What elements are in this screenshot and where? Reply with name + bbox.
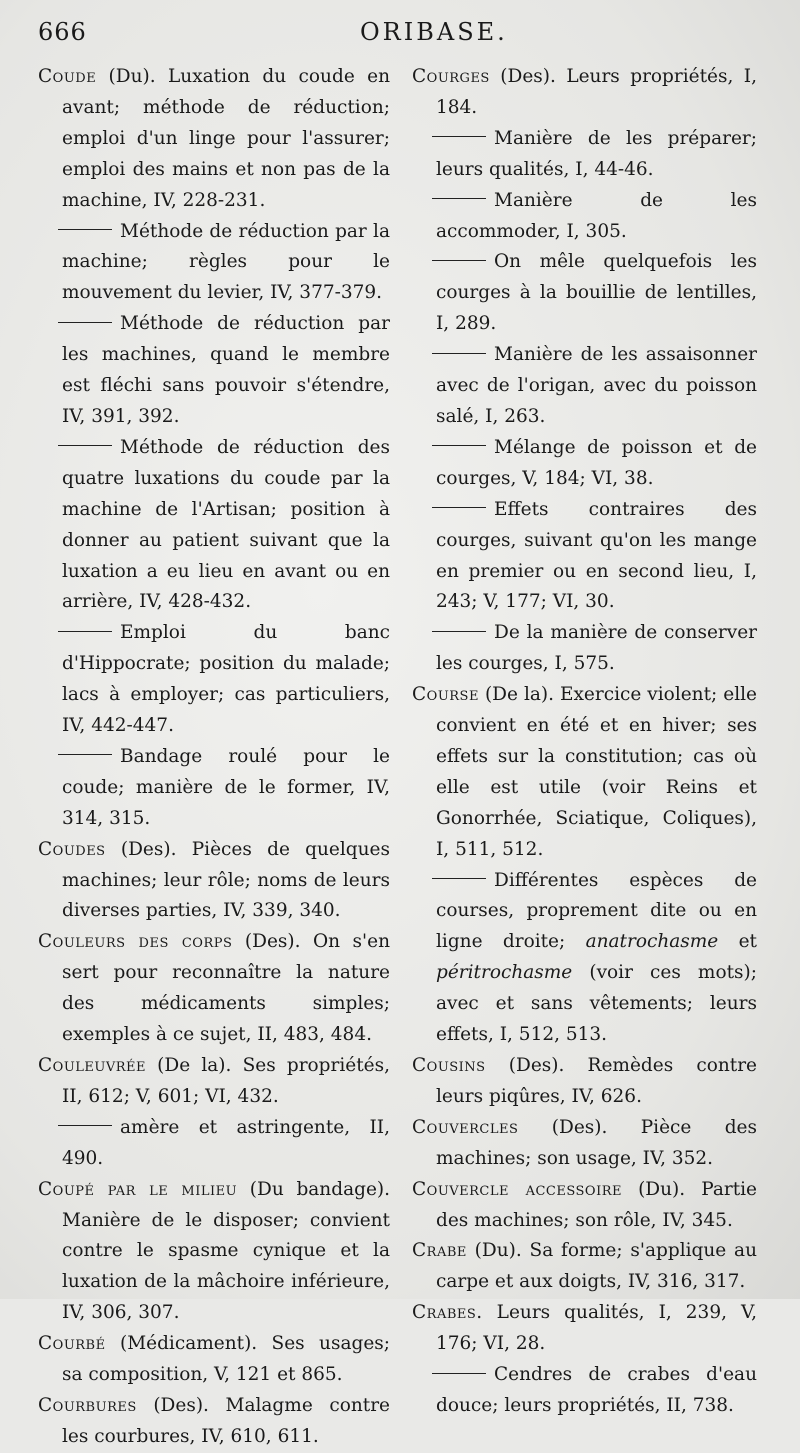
entry-text: Manière de les accommoder, I, 305. (436, 189, 757, 242)
index-entry (38, 742, 390, 835)
entry-text: Manière de les assaisonner avec de l'origan, avec du poisson salé, I, 263. (436, 344, 757, 427)
entry-headword: Courbures (38, 1394, 137, 1416)
entry-text: (Des). Remèdes contre leurs piqûres, IV, 626. (436, 1055, 757, 1107)
index-entry (38, 217, 390, 310)
right-column (412, 62, 757, 1422)
entry-text: (Du). Sa forme; s'applique au carpe et aux doigts, IV, 316, 317. (436, 1240, 757, 1293)
entry-headword: Coude (38, 66, 97, 87)
entry-headword: Cousins (412, 1055, 486, 1076)
ditto-dash (432, 260, 486, 261)
entry-headword: Couvercles (412, 1116, 519, 1138)
index-entry (412, 433, 757, 495)
entry-text: (De la). Ses propriétés, II, 612; V, 601; VI, 432. (62, 1055, 390, 1107)
index-entry (412, 62, 757, 124)
entry-text: (Du). Luxation du coude en avant; méthode de réduction; emploi d'un linge pour l'assurer; emploi des mains et non pas de la machine, IV, 228-231. (62, 66, 390, 211)
ditto-dash (58, 445, 112, 446)
index-entry (412, 340, 757, 433)
entry-headword: Coudes (38, 838, 106, 860)
ditto-dash (58, 631, 112, 632)
entry-text: (Des). Leurs propriétés, I, 184. (436, 66, 757, 118)
ditto-dash (58, 322, 112, 323)
index-entry (412, 495, 757, 619)
entry-headword: Courbé (38, 1333, 106, 1355)
entry-text: Méthode de réduction des quatre luxations du coude par la machine de l'Artisan; position à donner au patient suivant que la luxation a eu lieu en avant ou en arrière, IV, 428-432. (62, 436, 390, 613)
entry-text: Cendres de crabes d'eau douce; leurs propriétés, II, 738. (436, 1364, 757, 1416)
index-entry (412, 186, 757, 248)
index-entry (412, 1236, 757, 1298)
entry-headword: Courges (412, 66, 490, 87)
index-entry (412, 1113, 757, 1175)
running-title: ORIBASE. (360, 18, 508, 46)
ditto-dash (432, 136, 486, 137)
ditto-dash (432, 507, 486, 508)
entry-headword: Couleurs des corps (38, 931, 233, 953)
index-entry (412, 1298, 757, 1360)
index-entry (412, 680, 757, 865)
index-entry (38, 927, 390, 1051)
ditto-dash (432, 198, 486, 199)
ditto-dash (432, 631, 486, 632)
entry-text: (Du bandage). Manière de le disposer; convient contre le spasme cynique et la luxation de la mâchoire inférieure, IV, 306, 307. (62, 1178, 390, 1324)
ditto-dash (58, 1125, 112, 1126)
page-header (30, 18, 780, 52)
entry-text: Méthode de réduction par la machine; règles pour le mouvement du levier, IV, 377-379. (62, 220, 390, 304)
index-entry (38, 1175, 390, 1330)
entry-text: (Des). Pièce des machines; son usage, IV, 352. (436, 1116, 757, 1169)
entry-text: (Médicament). Ses usages; sa composition, V, 121 et 865. (62, 1333, 390, 1386)
entry-headword: Crabes. (412, 1302, 483, 1324)
index-entry (412, 1051, 757, 1113)
entry-text: (Des). Malagme contre les courbures, IV, 610, 611. (62, 1394, 390, 1447)
index-entry (412, 124, 757, 186)
entry-text: (Des). On s'en sert pour reconnaître la nature des médicaments simples; exemples à ce sujet, II, 483, 484. (62, 931, 391, 1046)
index-entry (38, 433, 390, 618)
entry-text: (voir ces mots); avec et sans vêtements; leurs effets, I, 512, 513. (436, 962, 757, 1046)
ditto-dash (58, 754, 112, 755)
ditto-dash (432, 353, 486, 354)
index-entry (412, 1175, 757, 1237)
entry-text: On mêle quelquefois les courges à la bouillie de lentilles, I, 289. (436, 251, 757, 335)
entry-italic-term: péritrochasme (436, 962, 573, 984)
page-number: 666 (38, 18, 87, 46)
ditto-dash (432, 1373, 486, 1374)
index-entry (38, 835, 390, 928)
entry-text: Emploi du banc d'Hippocrate; position du malade; lacs à employer; cas particuliers, IV, 442-447. (62, 622, 390, 737)
index-entry (38, 618, 390, 742)
entry-text: (Du). Partie des machines; son rôle, IV, 345. (436, 1178, 757, 1231)
index-entry (38, 62, 390, 217)
index-entry (38, 309, 390, 433)
index-entry (412, 247, 757, 340)
entry-text: et (718, 931, 757, 953)
entry-text: amère et astringente, II, 490. (62, 1116, 390, 1169)
entry-text: Leurs qualités, I, 239, V, 176; VI, 28. (436, 1302, 757, 1355)
left-column (38, 62, 390, 1453)
entry-text: Bandage roulé pour le coude; manière de le former, IV, 314, 315. (62, 745, 390, 829)
entry-headword: Coupé par le milieu (38, 1178, 238, 1200)
entry-text: Différentes espèces de courses, proprement dite ou en ligne droite; (436, 869, 757, 953)
entry-text: (Des). Pièces de quelques machines; leur rôle; noms de leurs diverses parties, IV, 339, 340. (62, 838, 390, 922)
entry-text: Effets contraires des courges, suivant qu'on les mange en premier ou en second lieu, I, 243; V, 177; VI, 30. (436, 498, 757, 613)
index-entry (412, 618, 757, 680)
entry-headword: Course (412, 684, 479, 706)
entry-text: Mélange de poisson et de courges, V, 184; VI, 38. (436, 436, 757, 489)
ditto-dash (432, 445, 486, 446)
entry-text: De la manière de conserver les courges, I, 575. (436, 622, 757, 675)
index-entry (38, 1051, 390, 1113)
ditto-dash (58, 229, 112, 230)
entry-text: (De la). Exercice violent; elle convient en été et en hiver; ses effets sur la constitution; cas où elle est utile (voir Reins et Gonorrhée, Sciatique, Coliques), I, 511, 512. (436, 684, 757, 860)
entry-text: Manière de les préparer; leurs qualités, I, 44-46. (436, 127, 757, 180)
index-entry (412, 866, 757, 1051)
ditto-dash (432, 878, 486, 879)
index-entry (38, 1391, 390, 1453)
entry-headword: Couvercle accessoire (412, 1178, 622, 1200)
entry-headword: Crabe (412, 1240, 467, 1262)
entry-italic-term: anatrochasme (585, 931, 719, 953)
entry-headword: Couleuvrée (38, 1055, 147, 1076)
index-entry (38, 1113, 390, 1175)
index-entry (38, 1329, 390, 1391)
index-entry (412, 1360, 757, 1422)
entry-text: Méthode de réduction par les machines, quand le membre est fléchi sans pouvoir s'étendre, IV, 391, 392. (62, 313, 390, 427)
